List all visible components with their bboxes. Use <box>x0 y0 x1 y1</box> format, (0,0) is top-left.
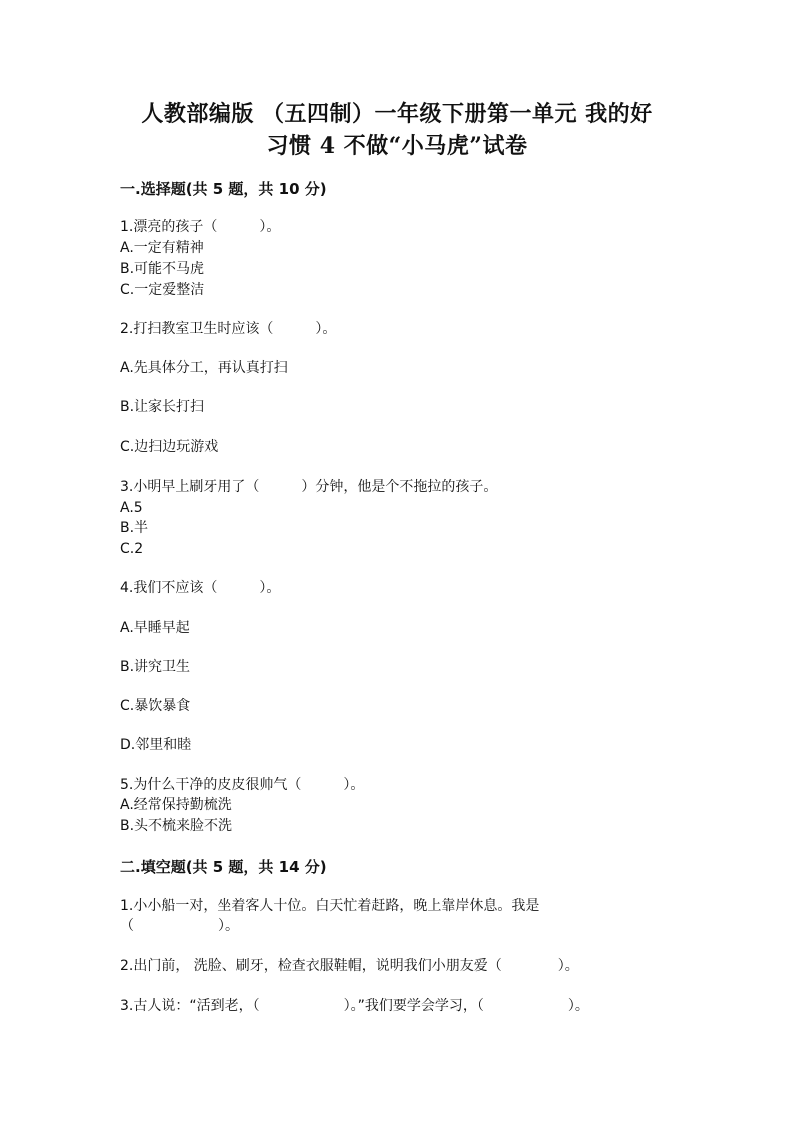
question-stem: 3.小明早上刷牙用了（ ）分钟，他是个不拖拉的孩子。 <box>120 479 498 495</box>
answer-option: C.暴饮暴食 <box>120 698 191 714</box>
exam-title-line-2: 习惯 4 不做“小马虎”试卷 <box>266 133 528 159</box>
answer-option: B.头不梳来脸不洗 <box>120 818 233 834</box>
answer-option: C.一定爱整洁 <box>120 282 205 298</box>
answer-option: B.半 <box>120 520 149 536</box>
answer-option: A.经常保持勤梳洗 <box>120 797 232 813</box>
question-stem: 2.出门前， 洗脸、刷牙，检查衣服鞋帽，说明我们小朋友爱（ ）。 <box>120 958 579 974</box>
section-heading-fill-blank: 二.填空题(共 5 题，共 14 分) <box>120 858 327 876</box>
answer-option: A.一定有精神 <box>120 240 204 256</box>
answer-option: A.先具体分工，再认真打扫 <box>120 360 288 376</box>
exam-title-line-1: 人教部编版 （五四制）一年级下册第一单元 我的好 <box>141 101 653 127</box>
section-heading-choice: 一.选择题(共 5 题，共 10 分) <box>120 180 327 198</box>
answer-option: A.5 <box>120 500 143 516</box>
answer-option: A.早睡早起 <box>120 620 190 636</box>
question-stem: 2.打扫教室卫生时应该（ ）。 <box>120 321 337 337</box>
answer-option: B.可能不马虎 <box>120 261 205 277</box>
answer-option: B.让家长打扫 <box>120 399 205 415</box>
question-stem: 5.为什么干净的皮皮很帅气（ ）。 <box>120 777 365 793</box>
question-stem: 4.我们不应该（ ）。 <box>120 580 281 596</box>
question-stem: 3.古人说：“活到老，（ ）。”我们要学会学习，（ ）。 <box>120 998 589 1014</box>
question-stem: 1.小小船一对，坐着客人十位。白天忙着赶路，晚上靠岸休息。我是 <box>120 898 540 914</box>
answer-option: D.邻里和睦 <box>120 737 192 753</box>
answer-option: C.2 <box>120 541 144 557</box>
question-stem-continued: （ ）。 <box>120 918 239 934</box>
answer-option: C.边扫边玩游戏 <box>120 439 219 455</box>
answer-option: B.讲究卫生 <box>120 659 191 675</box>
question-stem: 1.漂亮的孩子（ ）。 <box>120 219 281 235</box>
